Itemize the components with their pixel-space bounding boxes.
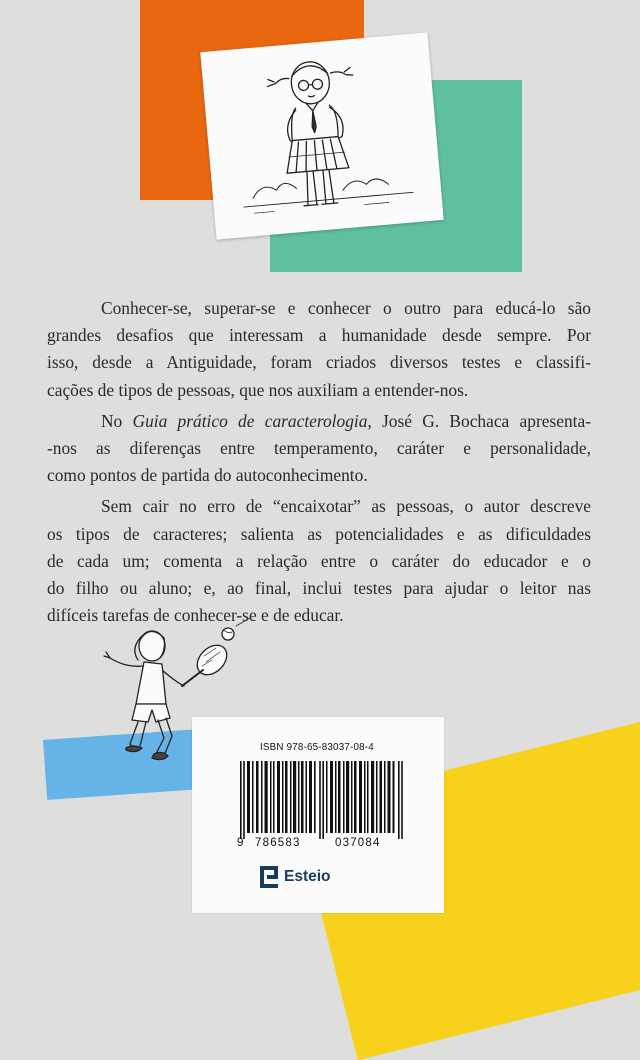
text-line: -nos as diferenças entre temperamento, caráter e personalidade, bbox=[47, 438, 591, 459]
text-fragment: , José G. Bochaca apresenta- bbox=[367, 410, 591, 431]
book-title: Guia prático de caracterologia bbox=[132, 410, 368, 431]
isbn-label: ISBN 978-65-83037-08-4 bbox=[260, 742, 374, 753]
text-line: os tipos de caracteres; salienta as potencialidades e as dificuldades bbox=[47, 523, 591, 544]
text-line: difíceis tarefas de conhecer-se e de educar. bbox=[47, 605, 344, 626]
publisher-logo bbox=[260, 865, 331, 889]
girl-with-glasses-illustration bbox=[200, 32, 444, 239]
barcode-panel bbox=[192, 717, 444, 913]
text-fragment: No bbox=[101, 410, 133, 431]
synopsis-text bbox=[47, 295, 591, 633]
text-line: cações de tipos de pessoas, que nos auxiliam a entender-nos. bbox=[47, 379, 469, 400]
text-line: Sem cair no erro de “encaixotar” as pessoas, o autor descreve bbox=[101, 496, 591, 517]
text-line: do filho ou aluno; e, ao final, inclui testes para ajudar o leitor nas bbox=[47, 578, 591, 599]
text-line: Conhecer-se, superar-se e conhecer o outro para educá-lo são bbox=[101, 298, 591, 318]
barcode-digits-left: 786583 bbox=[255, 837, 301, 849]
barcode-digit-first: 9 bbox=[237, 837, 244, 849]
esteio-logo-icon bbox=[260, 866, 278, 888]
synopsis-paragraph-1 bbox=[47, 295, 591, 404]
text-line: grandes desafios que interessam a humanidade desde sempre. Por bbox=[47, 325, 591, 346]
text-line: como pontos de partida do autoconhecimento. bbox=[47, 465, 368, 486]
text-line: isso, desde a Antiguidade, foram criados diversos testes e classifi- bbox=[47, 352, 591, 373]
synopsis-paragraph-2 bbox=[47, 408, 591, 490]
publisher-name: Esteio bbox=[284, 868, 331, 885]
text-line: de cada um; comenta a relação entre o caráter do educador e o bbox=[47, 550, 591, 571]
barcode-image bbox=[240, 761, 403, 839]
girl-illustration-card bbox=[200, 32, 444, 239]
barcode-digits-right: 037084 bbox=[335, 837, 381, 849]
barcode-digits bbox=[237, 837, 409, 853]
text-line bbox=[101, 408, 591, 435]
